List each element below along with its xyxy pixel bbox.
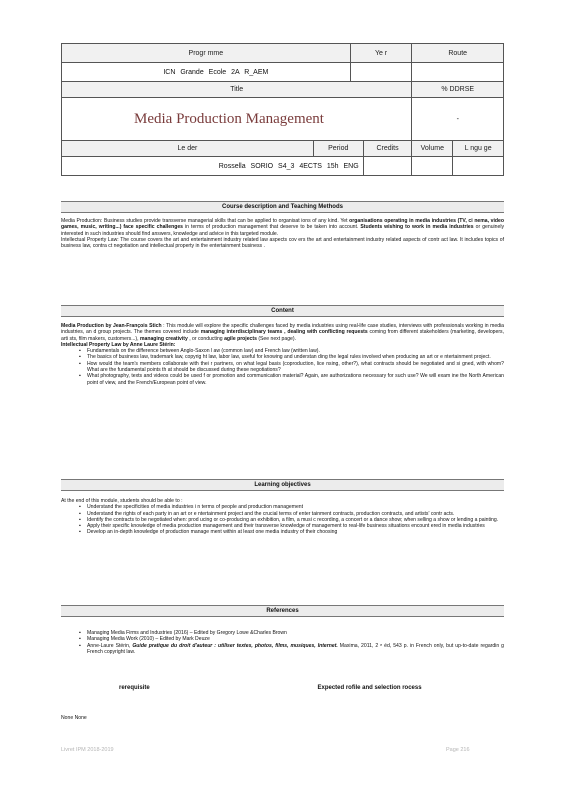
language-value bbox=[453, 157, 503, 175]
expected-profile-heading: Expected rofile and selection rocess bbox=[317, 685, 422, 691]
content-text bbox=[61, 323, 504, 386]
programme-value: ICN Grande Ecole 2A R_AEM bbox=[62, 63, 351, 81]
percent-value: - bbox=[456, 115, 459, 123]
objectives-text bbox=[61, 498, 504, 536]
route-label: Route bbox=[412, 44, 503, 62]
list-item: ▪ Identify the contracts to be negotiated when: prod ucing or co-producing an exhibition, a film, a musi c recording, a concert or a dance show; when selling a show or lending a painting. bbox=[79, 517, 504, 523]
references-text bbox=[61, 630, 504, 655]
credits-label: Credits bbox=[364, 141, 413, 156]
route-value bbox=[412, 63, 503, 81]
description-paragraph-1: Media Production: Business studies provide transverse managerial skills that can be applied to organisat ions of any kind. Yet organisations operating in media industries (TV, ci nema, video games, music, writing...) face specific challenges in terms of production management that deserve to be taken into account. Students wishing to work in media industries or genuinely interested in such industries should find answers, knowledge and advice in this targeted module. bbox=[61, 218, 505, 237]
credits-value bbox=[364, 157, 413, 175]
reference-item: ▪ Managing Media Firms and Industries (2016) – Edited by Gregory Lowe &Charles Brown bbox=[79, 630, 504, 636]
list-item: ▪ Apply their specific knowledge of media production management and their transverse knowledge of management to real-life business situations encount ered in media industries bbox=[79, 523, 504, 529]
list-item: ▪ The basics of business law, trademark law, copyrig ht law, labor law, useful for knowing and understan ding the legal rules involved when producing an art or e ntertainment project. bbox=[79, 354, 504, 360]
list-item: ▪ Fundamentals on the difference between Anglo-Saxon l aw (common law) and French law (written law). bbox=[79, 348, 504, 354]
course-header-table bbox=[61, 43, 504, 176]
reference-item: ▪ Anne-Laure Stérin, Guide pratique du droit d'auteur : utiliser textes, photos, films, musiques, Internet. Maxima, 2011, 2 ᵉ éd, 543 p. in French only, but up-to-date regardin g French copyright law. bbox=[79, 643, 504, 656]
objectives-list bbox=[61, 504, 504, 535]
description-text bbox=[61, 218, 504, 249]
content-list bbox=[61, 348, 504, 386]
list-item: ▪ What photography, texts and videos could be used f or promotion and communication material? Again, are authorizations necessary for such use? We will exam ine the North American point of view, and the French/European point of view. bbox=[79, 373, 504, 386]
year-label: Ye r bbox=[351, 44, 413, 62]
language-label: L ngu ge bbox=[453, 141, 503, 156]
prerequisite-value: None None bbox=[61, 715, 87, 721]
section-course-description: Course description and Teaching Methods bbox=[61, 201, 504, 213]
volume-value bbox=[412, 157, 453, 175]
description-paragraph-2: Intellectual Property Law: The course covers the art and entertainment industry related law aspects cov ers the art and entertainment industry related aspects of contr act law. It includes topics of business law, contra ct negotiation and intellectual property in the entertainment business . bbox=[61, 236, 504, 250]
prerequisite-heading: rerequisite bbox=[119, 685, 150, 691]
list-item: ▪ Develop an in-depth knowledge of production manage ment within at least one media industry of their choosing bbox=[79, 529, 504, 535]
list-item: ▪ Understand the specificities of media industries i n terms of people and production management bbox=[79, 504, 504, 510]
percent-label: % DDRSE bbox=[412, 82, 503, 97]
section-prerequisite-profile bbox=[61, 683, 504, 695]
year-value bbox=[351, 63, 413, 81]
footer-left: Livret IPM 2018-2019 bbox=[61, 747, 114, 753]
course-title: Media Production Management bbox=[62, 98, 412, 140]
objectives-intro: At the end of this module, students should be able to : bbox=[61, 498, 183, 504]
reference-item: ▪ Managing Media Work (2010) – Edited by Mark Deuze bbox=[79, 636, 504, 642]
content-paragraph-2: Intellectual Property Law by Anne Laure Stérin: bbox=[61, 341, 176, 348]
leader-label: Le der bbox=[62, 141, 314, 156]
section-content: Content bbox=[61, 305, 504, 317]
leader-value: Rossella SORIO S4_3 4ECTS 15h ENG bbox=[62, 157, 364, 175]
title-label: Title bbox=[62, 82, 412, 97]
references-list bbox=[61, 630, 504, 655]
section-learning-objectives: Learning objectives bbox=[61, 479, 504, 491]
period-label: Period bbox=[314, 141, 364, 156]
list-item: ▪ Understand the rights of each party in an art or e ntertainment project and the crucial terms of enter tainment contracts, production contracts, and artists' contr acts. bbox=[79, 511, 504, 517]
content-paragraph-1: Media Production by Jean-François Stich : This module will explore the specific challenges faced by media industries using real-life case studies, interviews with professionals working in media industries, an d group projects. The themes covered include managing interdisciplinary teams , dealing with conflicting requests coming from different stakeholders (marketing, developers, arti sts, film makers, customers...), managing creativity , or conducting agile projects (See next page). bbox=[61, 323, 505, 342]
section-references: References bbox=[61, 605, 504, 617]
list-item: ▪ How would the team's members collaborate with thei r partners, on what legal basis (coproduction, lice nsing, other?), what contracts should be negotiated and si gned, with whom? What are the fundamental points th at should be discussed during these negotiations? bbox=[79, 361, 504, 374]
footer-page-number: Page 216 bbox=[446, 747, 470, 753]
programme-label: Progr mme bbox=[62, 44, 351, 62]
volume-label: Volume bbox=[412, 141, 453, 156]
